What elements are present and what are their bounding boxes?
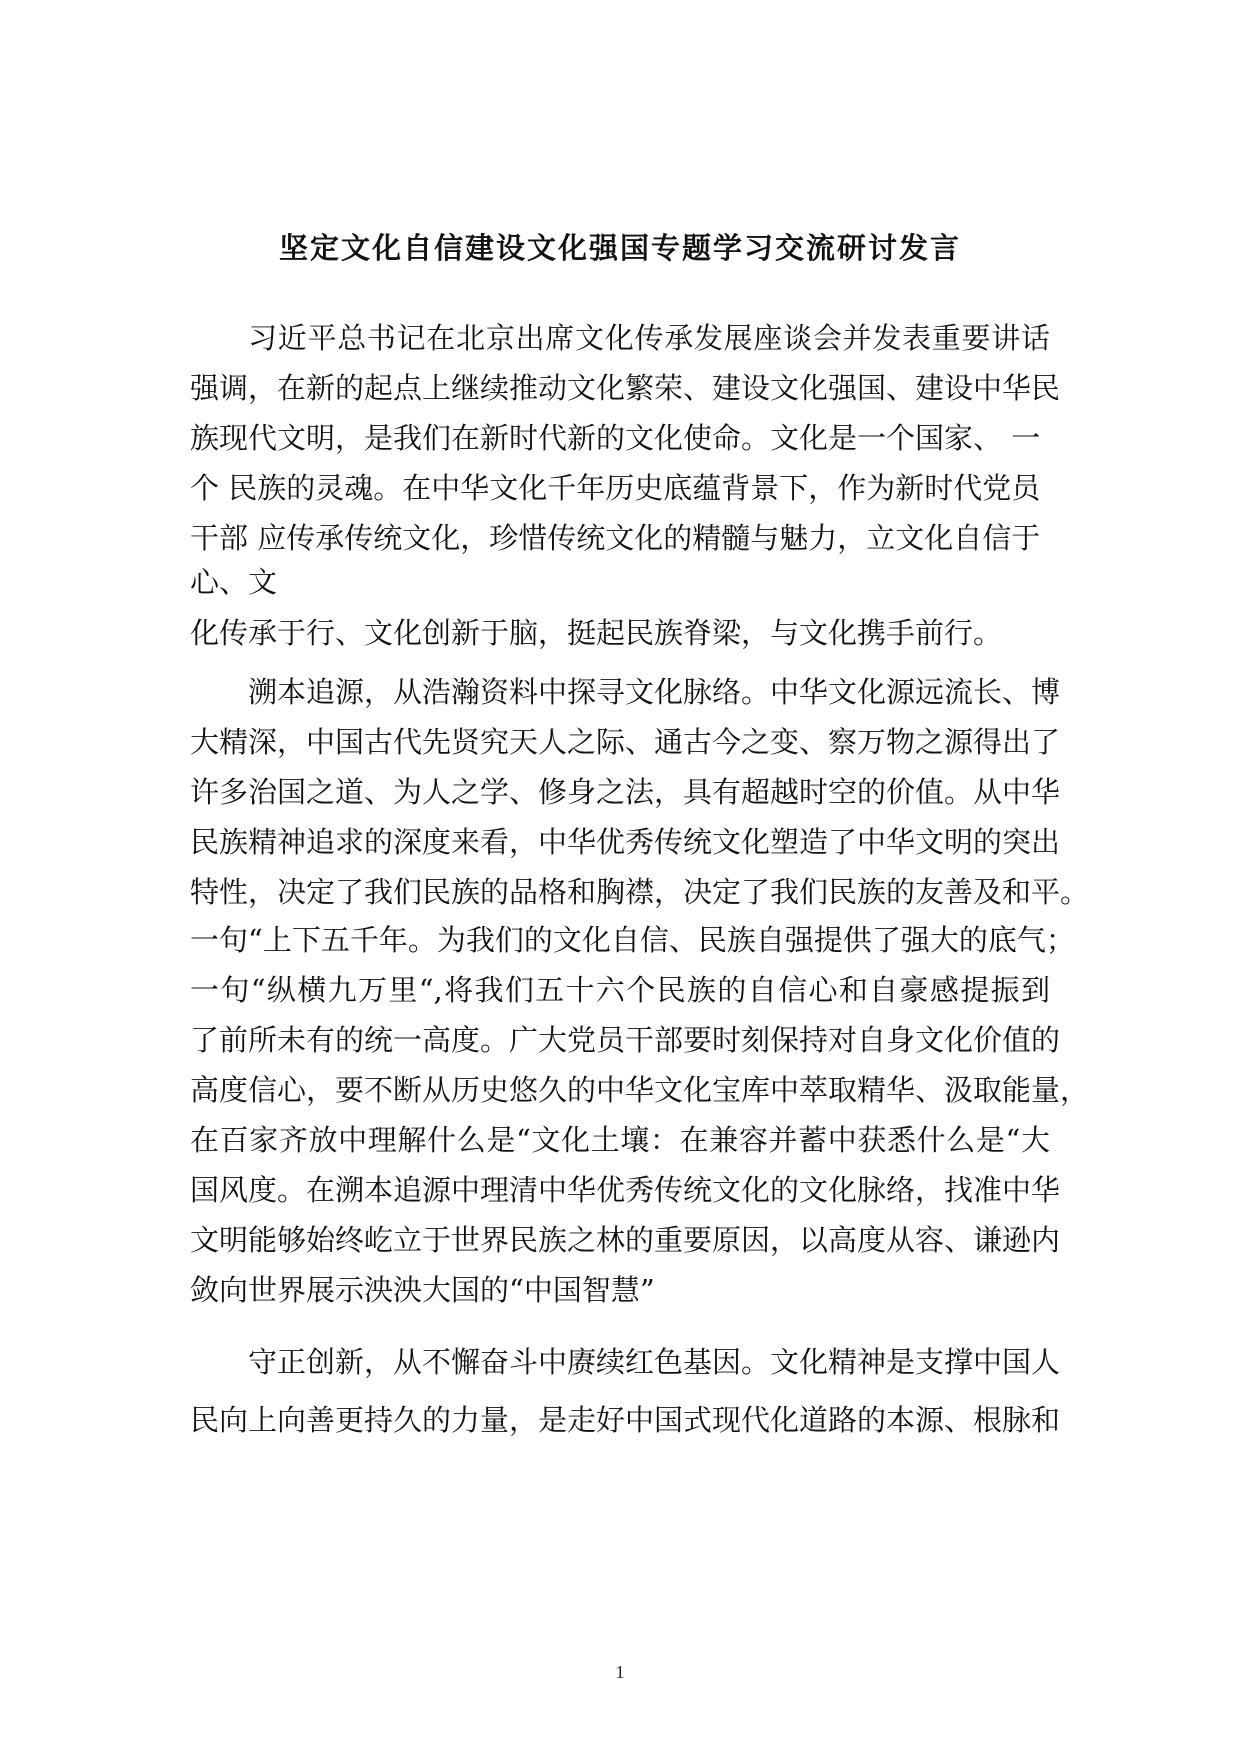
page-number: 1: [615, 1662, 625, 1682]
body-text-line: 心、文: [190, 565, 278, 599]
body-text-line: 文明能够始终屹立于世界民族之林的重要原因，以高度从容、谦逊内: [190, 1223, 1061, 1257]
body-text-line: 强调，在新的起点上继续推动文化繁荣、建设文化强国、建设中华民: [190, 371, 1061, 405]
body-text-line: 许多治国之道、为人之学、修身之法，具有超越时空的价值。从中华: [190, 775, 1061, 809]
body-text-line: 大精深，中国古代先贤究天人之际、通古今之变、察万物之源得出了: [190, 725, 1061, 759]
body-text-line: 一句“纵横九万里“,将我们五十六个民族的自信心和自豪感提振到: [190, 973, 1050, 1007]
body-text-line: 特性，决定了我们民族的品格和胸襟，决定了我们民族的友善及和平。: [190, 875, 1090, 909]
body-text-line: 守正创新，从不懈奋斗中赓续红色基因。文化精神是支撑中国人: [248, 1345, 1061, 1379]
body-text-line: 干部 应传承传统文化，珍惜传统文化的精髓与魅力，立文化自信于: [190, 521, 1041, 555]
body-text-line: 敛向世界展示泱泱大国的“中国智慧”: [190, 1273, 655, 1307]
body-text-line: 了前所未有的统一高度。广大党员干部要时刻保持对自身文化价值的: [190, 1023, 1061, 1057]
body-text-line: 习近平总书记在北京出席文化传承发展座谈会并发表重要讲话: [248, 321, 1050, 355]
body-text-line: 高度信心，要不断从历史悠久的中华文化宝库中萃取精华、汲取能量，: [190, 1073, 1090, 1107]
body-text-line: 个 民族的灵魂。在中华文化千年历史底蕴背景下，作为新时代党员: [190, 471, 1041, 505]
body-text-line: 溯本追源，从浩瀚资料中探寻文化脉络。中华文化源远流长、博: [248, 675, 1061, 709]
body-text-line: 国风度。在溯本追源中理清中华优秀传统文化的文化脉络，找准中华: [190, 1173, 1061, 1207]
body-text-line: 一句“上下五千年。为我们的文化自信、民族自强提供了强大的底气；: [190, 923, 1075, 957]
body-text-line: 民族精神追求的深度来看，中华优秀传统文化塑造了中华文明的突出: [190, 825, 1061, 859]
body-text-line: 民向上向善更持久的力量，是走好中国式现代化道路的本源、根脉和: [190, 1403, 1061, 1437]
body-text-line: 化传承于行、文化创新于脑，挺起民族脊梁，与文化携手前行。: [190, 616, 1003, 650]
body-text-line: 族现代文明，是我们在新时代新的文化使命。文化是一个国家、 一: [190, 421, 1041, 455]
body-text-line: 在百家齐放中理解什么是“文化土壤：在兼容并蓄中获悉什么是“大: [190, 1123, 1050, 1157]
document-title: 坚定文化自信建设文化强国专题学习交流研讨发言: [278, 231, 961, 265]
